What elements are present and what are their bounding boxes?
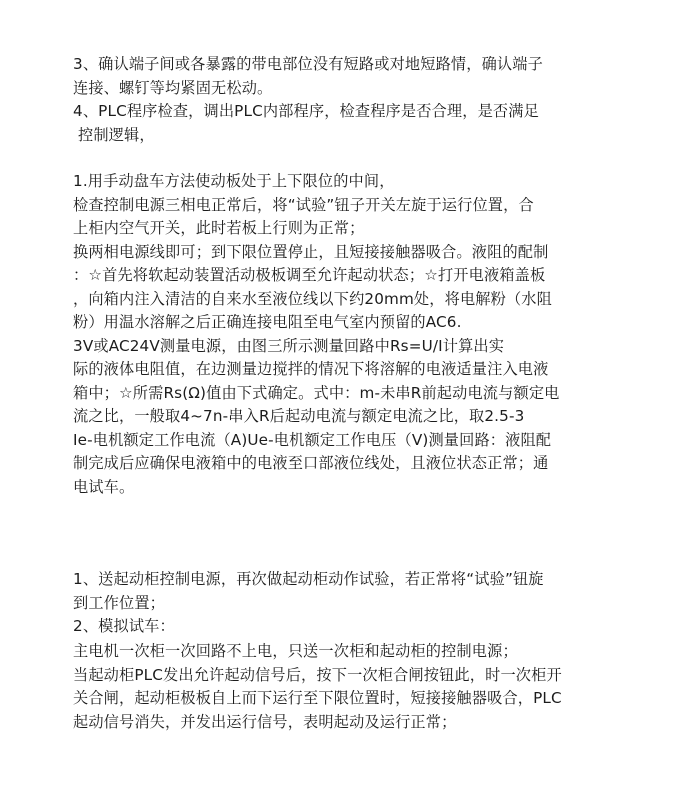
text-line: 4、PLC程序检查，调出PLC内部程序，检查程序是否合理，是否满足 — [73, 102, 539, 120]
text-line: 际的液体电阻值，在边测量边搅拌的情况下将溶解的电液适量注入电液 — [73, 360, 549, 378]
paragraph-manual-test-and-electrolyte — [73, 170, 643, 499]
text-line: 3V或AC24V测量电源，由图三所示测量回路中Rs=U/I计算出实 — [73, 336, 505, 355]
paragraph-simulated-run-heading — [73, 615, 643, 639]
text-line: 起动信号消失，并发出运行信号，表明起动及运行正常； — [73, 712, 457, 731]
text-line: 制完成后应确保电液箱中的电液至口部液位线处，且液位状态正常；通 — [73, 454, 549, 472]
text-line: 主电机一次柜一次回路不上电，只送一次柜和起动柜的控制电源； — [73, 642, 518, 660]
text-line: ，向箱内注入清洁的自来水至液位线以下约20mm处，将电解粉（水阻 — [73, 289, 552, 308]
text-line: 控制逻辑， — [73, 125, 155, 144]
text-line: 2、模拟试车： — [73, 617, 175, 635]
text-line: 箱中；☆所需Rs(Ω)值由下式确定。式中：m-未串R前起动电流与额定电 — [73, 383, 560, 402]
paragraph-control-power-test — [73, 568, 643, 615]
text-line: 1.用手动盘车方法使动板处于上下限位的中间， — [73, 172, 395, 190]
text-line: 到工作位置； — [73, 593, 166, 612]
text-line: Ie-电机额定工作电流（A)Ue-电机额定工作电压（V)测量回路：液阻配 — [73, 430, 552, 449]
text-line: 流之比，一般取4~7n-串入R后起动电流与额定电流之比，取2.5-3 — [73, 407, 525, 425]
text-line: 换两相电源线即可；到下限位置停止，且短接接触器吸合。液阻的配制 — [73, 242, 549, 261]
text-line: 3、确认端子间或各暴露的带电部位没有短路或对地短路情，确认端子 — [73, 55, 543, 73]
paragraph-plc-program-check — [73, 100, 643, 147]
text-line: 电试车。 — [73, 477, 135, 496]
text-line: 1、送起动柜控制电源，再次做起动柜动作试验，若正常将“试验”钮旋 — [73, 570, 544, 588]
text-line: 粉）用温水溶解之后正确连接电阻至电气室内预留的AC6. — [73, 313, 462, 331]
text-line: 当起动柜PLC发出允许起动信号后，按下一次柜合闸按钮此，时一次柜开 — [73, 665, 562, 684]
text-line: 连接、螺钉等均紧固无松动。 — [73, 78, 273, 97]
text-line: 关合闸，起动柜极板自上而下运行至下限位置时，短接接触器吸合，PLC — [73, 689, 562, 707]
text-line: ：☆首先将软起动装置活动极板调至允许起动状态；☆打开电液箱盖板 — [73, 266, 546, 284]
paragraph-simulated-run-steps — [73, 640, 643, 734]
text-line: 上柜内空气开关，此时若板上行则为正常； — [73, 219, 365, 237]
paragraph-terminal-check — [73, 53, 643, 100]
text-line: 检查控制电源三相电正常后，将“试验”钮子开关左旋于运行位置，合 — [73, 195, 534, 214]
